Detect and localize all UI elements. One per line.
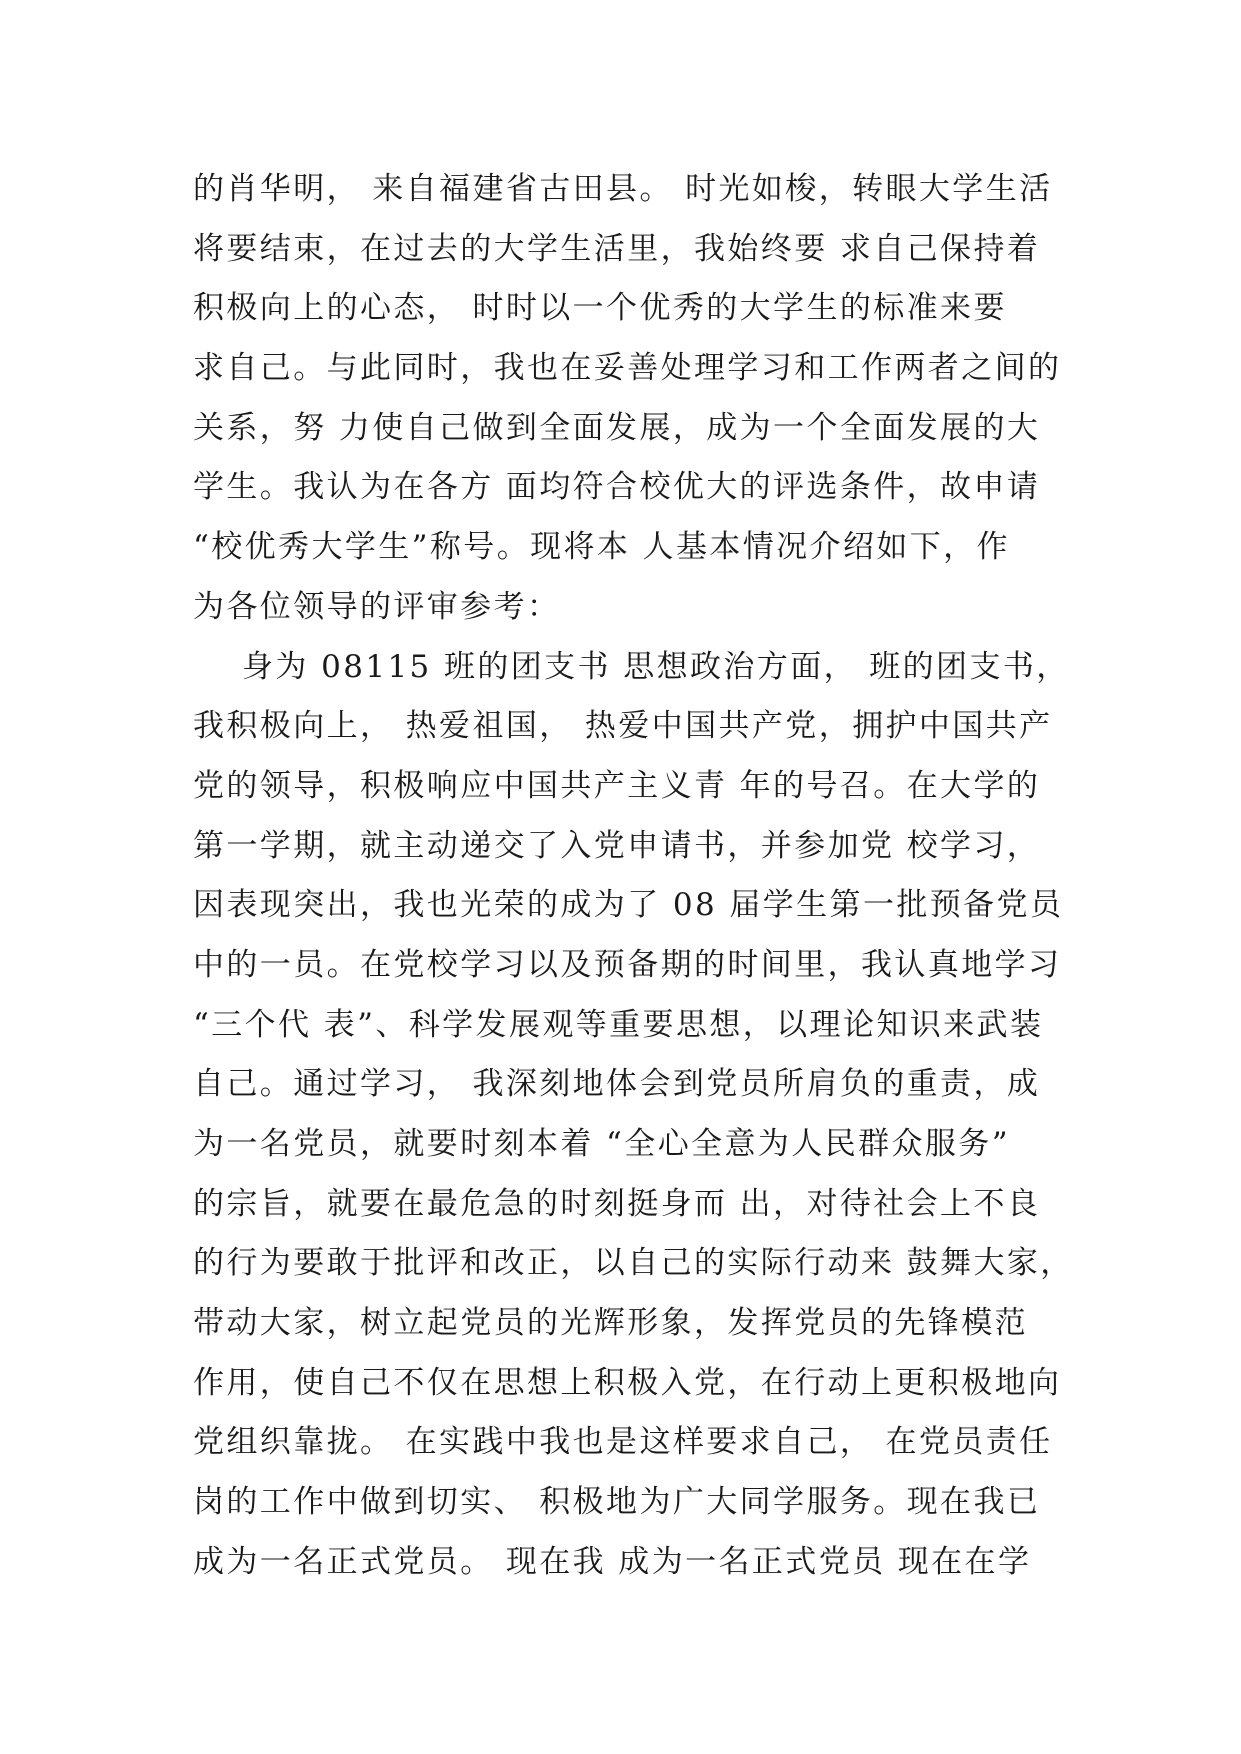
text-line: 求自己。与此同时，我也在妥善处理学习和工作两者之间的 (193, 350, 1062, 387)
text-line: 关系，努 力使自己做到全面发展，成为一个全面发展的大 (193, 409, 1041, 446)
text-line: 第一学期，就主动递交了入党申请书，并参加党 校学习， (193, 827, 1041, 864)
text-line: 岗的工作中做到切实、 积极地为广大同学服务。现在我已 (193, 1484, 1041, 1521)
text-line: 中的一员。在党校学习以及预备期的时间里，我认真地学习 (193, 946, 1062, 983)
text-line: 因表现突出，我也光荣的成为了 08 届学生第一批预备党员 (193, 887, 1064, 924)
text-line: “校优秀大学生”称号。现将本 人基本情况介绍如下，作 (193, 529, 1010, 566)
text-line: 党组织靠拢。 在实践中我也是这样要求自己， 在党员责任 (193, 1424, 1053, 1461)
text-line: 的行为要敢于批评和改正，以自己的实际行动来 鼓舞大家， (193, 1245, 1074, 1282)
text-line: 带动大家，树立起党员的光辉形象，发挥党员的先锋模范 (193, 1305, 1028, 1342)
text-line: “三个代 表”、科学发展观等重要思想，以理论知识来武装 (193, 1006, 1044, 1043)
text-line: 成为一名正式党员。 现在我 成为一名正式党员 现在在学 (193, 1543, 1032, 1580)
text-line: 自己。通过学习， 我深刻地体会到党员所肩负的重责，成 (193, 1066, 1041, 1103)
text-line: 我积极向上， 热爱祖国， 热爱中国共产党，拥护中国共产 (193, 708, 1053, 745)
paragraph-start-line: 身为 08115 班的团支书 思想政治方面， 班的团支书， (193, 648, 1070, 685)
body-text (193, 160, 1073, 1593)
text-line: 学生。我认为在各方 面均符合校优大的评选条件，故申请 (193, 469, 1041, 506)
text-line: 积极向上的心态， 时时以一个优秀的大学生的标准来要 (193, 290, 1007, 327)
text-line: 为各位领导的评审参考： (193, 588, 561, 625)
text-line: 党的领导，积极响应中国共产主义青 年的号召。在大学的 (193, 767, 1041, 804)
text-line: 为一名党员，就要时刻本着 “全心全意为人民群众服务” (193, 1126, 1010, 1162)
text-line: 的肖华明， 来自福建省古田县。 时光如梭，转眼大学生活 (193, 171, 1053, 207)
text-line: 作用，使自己不仅在思想上积极入党，在行动上更积极地向 (193, 1364, 1062, 1401)
text-line: 的宗旨，就要在最危急的时刻挺身而 出，对待社会上不良 (193, 1185, 1041, 1222)
text-line: 将要结束，在过去的大学生活里，我始终要 求自己保持着 (193, 230, 1041, 267)
